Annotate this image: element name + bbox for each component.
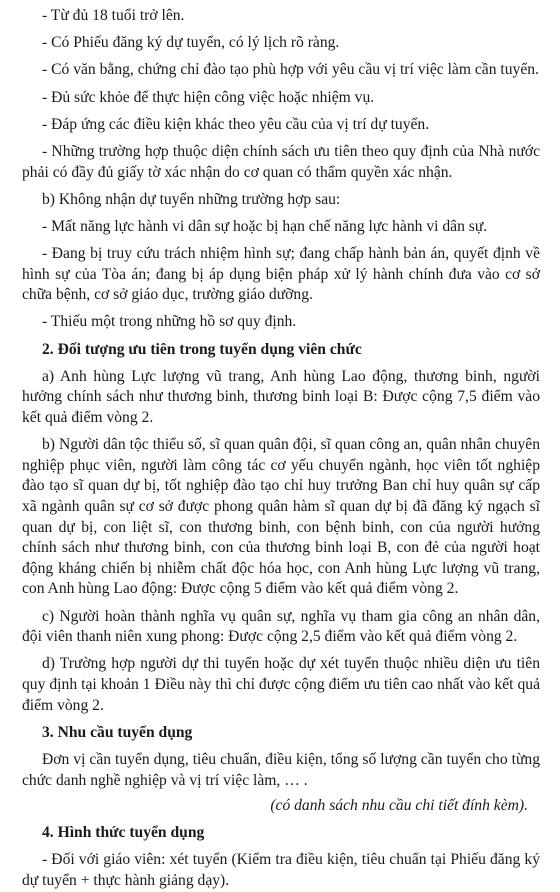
priority-item-d: d) Trường hợp người dự thi tuyển hoặc dự xét tuyển thuộc nhiều diện ưu tiên quy định tại khoản 1 Điều này thì chỉ được cộng điểm ưu tiên cao nhất vào kết quả điểm vòng 2. — [22, 655, 540, 714]
needs-attachment-note: (có danh sách nhu cầu chi tiết đính kèm). — [270, 797, 528, 815]
condition-priority-documents: - Những trường hợp thuộc diện chính sách ưu tiên theo quy định của Nhà nước phải có đầy đủ giấy tờ xác nhận do cơ quan có thẩm quyền xác nhận. — [22, 142, 540, 181]
section-heading-needs: 3. Nhu cầu tuyển dụng — [42, 723, 193, 741]
exclusion-missing-documents: - Thiếu một trong những hồ sơ quy định. — [42, 313, 297, 331]
condition-health: - Đủ sức khỏe để thực hiện công việc hoặc nhiệm vụ. — [42, 88, 375, 106]
condition-diploma: - Có văn bằng, chứng chỉ đào tạo phù hợp với yêu cầu vị trí việc làm cần tuyển. — [42, 61, 539, 79]
condition-registration-form: - Có Phiếu đăng ký dự tuyển, có lý lịch rõ ràng. — [42, 34, 340, 52]
exclusion-intro: b) Không nhận dự tuyển những trường hợp sau: — [42, 190, 341, 208]
exclusion-civil-capacity: - Mất năng lực hành vi dân sự hoặc bị hạn chế năng lực hành vi dân sự. — [42, 217, 488, 235]
needs-description: Đơn vị cần tuyển dụng, tiêu chuẩn, điều kiện, tổng số lượng cần tuyển cho từng chức danh nghề nghiệp và vị trí việc làm, … . — [22, 750, 540, 789]
condition-age: - Từ đủ 18 tuổi trở lên. — [42, 7, 185, 24]
priority-item-b: b) Người dân tộc thiểu số, sĩ quan quân đội, sĩ quan công an, quân nhân chuyên nghiệp phục viên, người làm công tác cơ yếu chuyển ngành, học viên tốt nghiệp đào tạo sĩ quan dự bị, tốt nghiệp đào tạo chỉ huy trưởng Ban chỉ huy quân sự cấp xã ngành quân sự cơ sở được phong quân hàm sĩ quan dự bị đã đăng ký ngạch sĩ quan dự bị, con liệt sĩ, con thương binh, con bệnh binh, con của người hưởng chính sách như thương binh, con của thương binh loại B, con đẻ của người hoạt động kháng chiến bị nhiễm chất độc hóa học, con Anh hùng Lực lượng vũ trang, con Anh hùng Lao động: Được cộng 5 điểm vào kết quả điểm vòng 2. — [22, 436, 540, 598]
exclusion-criminal: - Đang bị truy cứu trách nhiệm hình sự; đang chấp hành bản án, quyết định về hình sự của Tòa án; đang bị áp dụng biện pháp xử lý hành chính đưa vào cơ sở chữa bệnh, cơ sở giáo dục, trường giáo dưỡng. — [22, 245, 540, 304]
section-heading-priority: 2. Đối tượng ưu tiên trong tuyển dụng viên chức — [42, 340, 362, 358]
section-heading-recruitment-form: 4. Hình thức tuyển dụng — [42, 824, 205, 842]
condition-other-requirements: - Đáp ứng các điều kiện khác theo yêu cầu của vị trí dự tuyển. — [42, 115, 430, 133]
priority-item-a: a) Anh hùng Lực lượng vũ trang, Anh hùng Lao động, thương binh, người hưởng chính sách như thương binh, thương binh loại B: Được cộng 7,5 điểm vào kết quả điểm vòng 2. — [22, 367, 540, 427]
recruitment-form-teachers: - Đối với giáo viên: xét tuyển (Kiểm tra điều kiện, tiêu chuẩn tại Phiếu đăng ký dự tuyển + thực hành giảng dạy). — [22, 851, 540, 890]
priority-item-c: c) Người hoàn thành nghĩa vụ quân sự, nghĩa vụ tham gia công an nhân dân, đội viên thanh niên xung phong: Được cộng 2,5 điểm vào kết quả điểm vòng 2. — [22, 607, 540, 646]
